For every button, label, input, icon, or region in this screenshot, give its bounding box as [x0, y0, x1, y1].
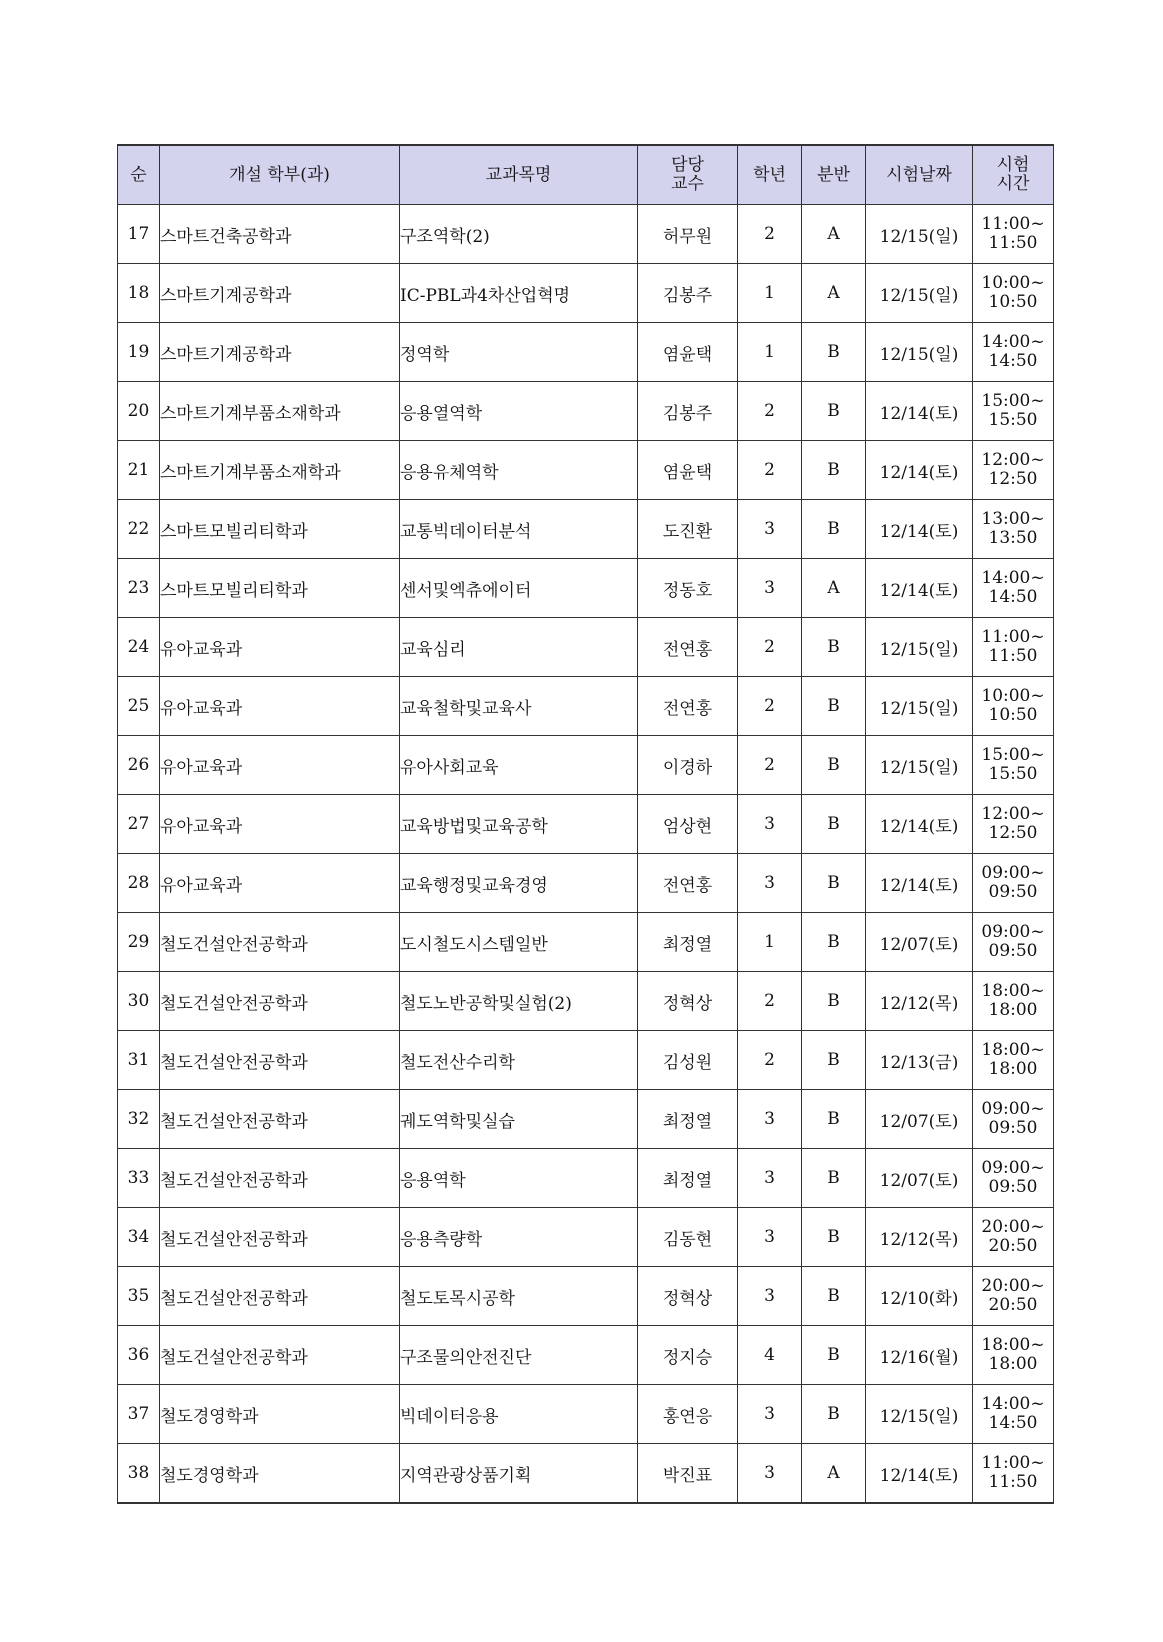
- cell-course: 철도토목시공학: [400, 1267, 638, 1326]
- cell-course: 응용열역학: [400, 382, 638, 441]
- time-end: 14:50: [988, 1413, 1038, 1433]
- cell-professor: 김동현: [638, 1208, 738, 1267]
- table-row: [118, 559, 1054, 618]
- time-start: 09:00~: [981, 922, 1045, 942]
- cell-grade: 2: [738, 382, 802, 441]
- time-start: 18:00~: [981, 981, 1045, 1001]
- cell-date: 12/14(토): [866, 559, 973, 618]
- cell-course: 교육방법및교육공학: [400, 795, 638, 854]
- cell-time: [973, 1444, 1054, 1504]
- cell-time: [973, 1385, 1054, 1444]
- cell-course: 응용측량학: [400, 1208, 638, 1267]
- cell-course: 철도노반공학및실험(2): [400, 972, 638, 1031]
- time-start: 15:00~: [981, 391, 1045, 411]
- time-start: 15:00~: [981, 745, 1045, 765]
- cell-date: 12/15(일): [866, 677, 973, 736]
- cell-dept: 스마트모빌리티학과: [160, 559, 400, 618]
- cell-dept: 스마트기계부품소재학과: [160, 382, 400, 441]
- cell-time: [973, 1090, 1054, 1149]
- cell-course: 교육철학및교육사: [400, 677, 638, 736]
- cell-section: B: [802, 1326, 866, 1385]
- cell-date: 12/16(월): [866, 1326, 973, 1385]
- table-row: [118, 854, 1054, 913]
- cell-date: 12/12(목): [866, 972, 973, 1031]
- cell-dept: 철도경영학과: [160, 1444, 400, 1504]
- cell-no: 32: [118, 1090, 160, 1149]
- cell-course: 교육심리: [400, 618, 638, 677]
- cell-time: [973, 559, 1054, 618]
- cell-date: 12/14(토): [866, 854, 973, 913]
- cell-section: B: [802, 323, 866, 382]
- time-start: 10:00~: [981, 273, 1045, 293]
- table-row: [118, 736, 1054, 795]
- time-end: 10:50: [988, 292, 1038, 312]
- cell-no: 37: [118, 1385, 160, 1444]
- table-row: [118, 323, 1054, 382]
- table-row: [118, 1208, 1054, 1267]
- cell-no: 30: [118, 972, 160, 1031]
- cell-grade: 1: [738, 323, 802, 382]
- header-dept: 개설 학부(과): [160, 145, 400, 205]
- cell-time: [973, 913, 1054, 972]
- cell-dept: 스마트건축공학과: [160, 205, 400, 264]
- table-row: [118, 500, 1054, 559]
- cell-professor: 이경하: [638, 736, 738, 795]
- table-row: [118, 913, 1054, 972]
- header-time: [973, 145, 1054, 205]
- time-start: 09:00~: [981, 1099, 1045, 1119]
- header-time-line1: 시험: [996, 155, 1030, 175]
- cell-time: [973, 1208, 1054, 1267]
- cell-section: A: [802, 559, 866, 618]
- cell-grade: 2: [738, 677, 802, 736]
- cell-professor: 김봉주: [638, 382, 738, 441]
- cell-professor: 전연홍: [638, 854, 738, 913]
- cell-grade: 3: [738, 1208, 802, 1267]
- time-end: 11:50: [988, 1472, 1038, 1492]
- cell-dept: 철도경영학과: [160, 1385, 400, 1444]
- cell-course: 응용역학: [400, 1149, 638, 1208]
- time-end: 09:50: [988, 1177, 1038, 1197]
- time-end: 18:00: [988, 1059, 1038, 1079]
- time-end: 20:50: [988, 1236, 1038, 1256]
- cell-time: [973, 382, 1054, 441]
- cell-section: B: [802, 1267, 866, 1326]
- time-start: 12:00~: [981, 450, 1045, 470]
- table-row: [118, 1267, 1054, 1326]
- cell-time: [973, 736, 1054, 795]
- table-row: [118, 795, 1054, 854]
- header-course: 교과목명: [400, 145, 638, 205]
- cell-no: 20: [118, 382, 160, 441]
- time-end: 09:50: [988, 941, 1038, 961]
- cell-section: B: [802, 972, 866, 1031]
- time-end: 11:50: [988, 233, 1038, 253]
- time-start: 14:00~: [981, 568, 1045, 588]
- cell-grade: 2: [738, 972, 802, 1031]
- time-start: 10:00~: [981, 686, 1045, 706]
- table-row: [118, 1090, 1054, 1149]
- table-row: [118, 205, 1054, 264]
- cell-no: 36: [118, 1326, 160, 1385]
- cell-section: B: [802, 1208, 866, 1267]
- cell-professor: 최정열: [638, 1090, 738, 1149]
- time-end: 10:50: [988, 705, 1038, 725]
- time-end: 18:00: [988, 1354, 1038, 1374]
- cell-professor: 홍연응: [638, 1385, 738, 1444]
- cell-time: [973, 972, 1054, 1031]
- cell-course: 도시철도시스템일반: [400, 913, 638, 972]
- cell-no: 27: [118, 795, 160, 854]
- cell-professor: 도진환: [638, 500, 738, 559]
- cell-time: [973, 205, 1054, 264]
- table-row: [118, 1385, 1054, 1444]
- cell-course: 응용유체역학: [400, 441, 638, 500]
- time-start: 13:00~: [981, 509, 1045, 529]
- cell-no: 21: [118, 441, 160, 500]
- cell-date: 12/07(토): [866, 1090, 973, 1149]
- cell-section: B: [802, 1090, 866, 1149]
- time-end: 12:50: [988, 469, 1038, 489]
- cell-grade: 3: [738, 500, 802, 559]
- cell-time: [973, 1267, 1054, 1326]
- table-row: [118, 441, 1054, 500]
- cell-date: 12/15(일): [866, 1385, 973, 1444]
- table-row: [118, 1326, 1054, 1385]
- cell-course: 교통빅데이터분석: [400, 500, 638, 559]
- cell-section: B: [802, 913, 866, 972]
- cell-section: B: [802, 441, 866, 500]
- cell-no: 34: [118, 1208, 160, 1267]
- time-end: 15:50: [988, 764, 1038, 784]
- cell-no: 38: [118, 1444, 160, 1504]
- cell-date: 12/15(일): [866, 736, 973, 795]
- cell-date: 12/15(일): [866, 323, 973, 382]
- cell-no: 26: [118, 736, 160, 795]
- header-professor-line2: 교수: [671, 174, 704, 194]
- cell-grade: 3: [738, 1385, 802, 1444]
- cell-section: B: [802, 677, 866, 736]
- cell-professor: 전연홍: [638, 618, 738, 677]
- cell-professor: 김봉주: [638, 264, 738, 323]
- time-end: 18:00: [988, 1000, 1038, 1020]
- time-end: 09:50: [988, 882, 1038, 902]
- cell-date: 12/14(토): [866, 382, 973, 441]
- cell-dept: 철도건설안전공학과: [160, 972, 400, 1031]
- time-start: 18:00~: [981, 1040, 1045, 1060]
- cell-course: 빅데이터응용: [400, 1385, 638, 1444]
- time-start: 18:00~: [981, 1335, 1045, 1355]
- cell-time: [973, 677, 1054, 736]
- cell-time: [973, 500, 1054, 559]
- cell-dept: 철도건설안전공학과: [160, 1031, 400, 1090]
- table-row: [118, 1149, 1054, 1208]
- cell-section: B: [802, 736, 866, 795]
- cell-professor: 정지승: [638, 1326, 738, 1385]
- cell-course: 센서및엑츄에이터: [400, 559, 638, 618]
- cell-course: 유아사회교육: [400, 736, 638, 795]
- cell-date: 12/07(토): [866, 913, 973, 972]
- cell-professor: 염윤택: [638, 323, 738, 382]
- cell-section: B: [802, 1031, 866, 1090]
- cell-professor: 정동호: [638, 559, 738, 618]
- cell-section: B: [802, 500, 866, 559]
- table-row: [118, 677, 1054, 736]
- cell-course: 구조역학(2): [400, 205, 638, 264]
- cell-no: 31: [118, 1031, 160, 1090]
- time-end: 20:50: [988, 1295, 1038, 1315]
- cell-section: B: [802, 854, 866, 913]
- cell-no: 33: [118, 1149, 160, 1208]
- cell-section: B: [802, 382, 866, 441]
- cell-no: 22: [118, 500, 160, 559]
- cell-grade: 3: [738, 795, 802, 854]
- cell-dept: 유아교육과: [160, 736, 400, 795]
- cell-date: 12/14(토): [866, 441, 973, 500]
- time-end: 11:50: [988, 646, 1038, 666]
- cell-time: [973, 1149, 1054, 1208]
- cell-professor: 염윤택: [638, 441, 738, 500]
- time-end: 09:50: [988, 1118, 1038, 1138]
- cell-date: 12/15(일): [866, 264, 973, 323]
- cell-course: 교육행정및교육경영: [400, 854, 638, 913]
- time-start: 09:00~: [981, 1158, 1045, 1178]
- cell-date: 12/14(토): [866, 1444, 973, 1504]
- cell-grade: 2: [738, 618, 802, 677]
- cell-course: IC-PBL과4차산업혁명: [400, 264, 638, 323]
- cell-dept: 철도건설안전공학과: [160, 1149, 400, 1208]
- time-end: 14:50: [988, 351, 1038, 371]
- cell-no: 23: [118, 559, 160, 618]
- cell-professor: 엄상현: [638, 795, 738, 854]
- cell-course: 철도전산수리학: [400, 1031, 638, 1090]
- cell-professor: 허무원: [638, 205, 738, 264]
- cell-section: B: [802, 795, 866, 854]
- cell-dept: 철도건설안전공학과: [160, 1267, 400, 1326]
- cell-course: 구조물의안전진단: [400, 1326, 638, 1385]
- header-date: 시험날짜: [866, 145, 973, 205]
- cell-course: 정역학: [400, 323, 638, 382]
- time-end: 13:50: [988, 528, 1038, 548]
- cell-grade: 2: [738, 205, 802, 264]
- table-row: [118, 618, 1054, 677]
- time-end: 12:50: [988, 823, 1038, 843]
- cell-grade: 3: [738, 1149, 802, 1208]
- cell-section: A: [802, 205, 866, 264]
- cell-time: [973, 618, 1054, 677]
- cell-dept: 철도건설안전공학과: [160, 1208, 400, 1267]
- cell-section: B: [802, 618, 866, 677]
- time-start: 20:00~: [981, 1217, 1045, 1237]
- cell-grade: 2: [738, 1031, 802, 1090]
- cell-grade: 4: [738, 1326, 802, 1385]
- cell-time: [973, 1326, 1054, 1385]
- cell-dept: 유아교육과: [160, 677, 400, 736]
- cell-section: B: [802, 1385, 866, 1444]
- cell-date: 12/15(일): [866, 618, 973, 677]
- cell-professor: 정혁상: [638, 972, 738, 1031]
- table-row: [118, 972, 1054, 1031]
- cell-dept: 스마트모빌리티학과: [160, 500, 400, 559]
- cell-no: 25: [118, 677, 160, 736]
- cell-dept: 스마트기계공학과: [160, 323, 400, 382]
- cell-professor: 정혁상: [638, 1267, 738, 1326]
- time-start: 11:00~: [981, 1453, 1045, 1473]
- cell-grade: 3: [738, 559, 802, 618]
- time-start: 20:00~: [981, 1276, 1045, 1296]
- header-professor-line1: 담당: [671, 155, 704, 175]
- cell-course: 지역관광상품기획: [400, 1444, 638, 1504]
- cell-grade: 3: [738, 1444, 802, 1504]
- cell-date: 12/07(토): [866, 1149, 973, 1208]
- time-start: 14:00~: [981, 332, 1045, 352]
- header-professor: [638, 145, 738, 205]
- cell-grade: 3: [738, 854, 802, 913]
- cell-grade: 1: [738, 264, 802, 323]
- cell-date: 12/12(목): [866, 1208, 973, 1267]
- cell-dept: 스마트기계부품소재학과: [160, 441, 400, 500]
- time-start: 09:00~: [981, 863, 1045, 883]
- cell-dept: 유아교육과: [160, 618, 400, 677]
- cell-time: [973, 854, 1054, 913]
- cell-time: [973, 441, 1054, 500]
- cell-time: [973, 323, 1054, 382]
- cell-dept: 철도건설안전공학과: [160, 913, 400, 972]
- table-row: [118, 382, 1054, 441]
- cell-section: A: [802, 1444, 866, 1504]
- cell-dept: 철도건설안전공학과: [160, 1090, 400, 1149]
- cell-no: 17: [118, 205, 160, 264]
- cell-dept: 유아교육과: [160, 854, 400, 913]
- cell-section: A: [802, 264, 866, 323]
- cell-dept: 스마트기계공학과: [160, 264, 400, 323]
- cell-professor: 최정열: [638, 913, 738, 972]
- table-header-row: [118, 145, 1054, 205]
- header-no: 순: [118, 145, 160, 205]
- cell-time: [973, 264, 1054, 323]
- header-grade: 학년: [738, 145, 802, 205]
- cell-professor: 전연홍: [638, 677, 738, 736]
- table-row: [118, 1031, 1054, 1090]
- time-start: 11:00~: [981, 627, 1045, 647]
- table-row: [118, 1444, 1054, 1504]
- cell-professor: 박진표: [638, 1444, 738, 1504]
- cell-grade: 3: [738, 1267, 802, 1326]
- cell-date: 12/13(금): [866, 1031, 973, 1090]
- cell-grade: 3: [738, 1090, 802, 1149]
- time-start: 12:00~: [981, 804, 1045, 824]
- header-time-line2: 시간: [996, 174, 1030, 194]
- time-end: 14:50: [988, 587, 1038, 607]
- cell-no: 28: [118, 854, 160, 913]
- time-start: 14:00~: [981, 1394, 1045, 1414]
- cell-date: 12/14(토): [866, 795, 973, 854]
- cell-grade: 1: [738, 913, 802, 972]
- cell-no: 24: [118, 618, 160, 677]
- cell-dept: 철도건설안전공학과: [160, 1326, 400, 1385]
- table-row: [118, 264, 1054, 323]
- cell-section: B: [802, 1149, 866, 1208]
- cell-date: 12/15(일): [866, 205, 973, 264]
- time-end: 15:50: [988, 410, 1038, 430]
- cell-no: 29: [118, 913, 160, 972]
- cell-grade: 2: [738, 736, 802, 795]
- cell-grade: 2: [738, 441, 802, 500]
- cell-no: 35: [118, 1267, 160, 1326]
- cell-time: [973, 1031, 1054, 1090]
- cell-professor: 김성원: [638, 1031, 738, 1090]
- cell-professor: 최정열: [638, 1149, 738, 1208]
- cell-dept: 유아교육과: [160, 795, 400, 854]
- exam-schedule-table: [117, 144, 1054, 1504]
- cell-course: 궤도역학및실습: [400, 1090, 638, 1149]
- cell-no: 18: [118, 264, 160, 323]
- cell-time: [973, 795, 1054, 854]
- header-section: 분반: [802, 145, 866, 205]
- time-start: 11:00~: [981, 214, 1045, 234]
- cell-no: 19: [118, 323, 160, 382]
- cell-date: 12/10(화): [866, 1267, 973, 1326]
- cell-date: 12/14(토): [866, 500, 973, 559]
